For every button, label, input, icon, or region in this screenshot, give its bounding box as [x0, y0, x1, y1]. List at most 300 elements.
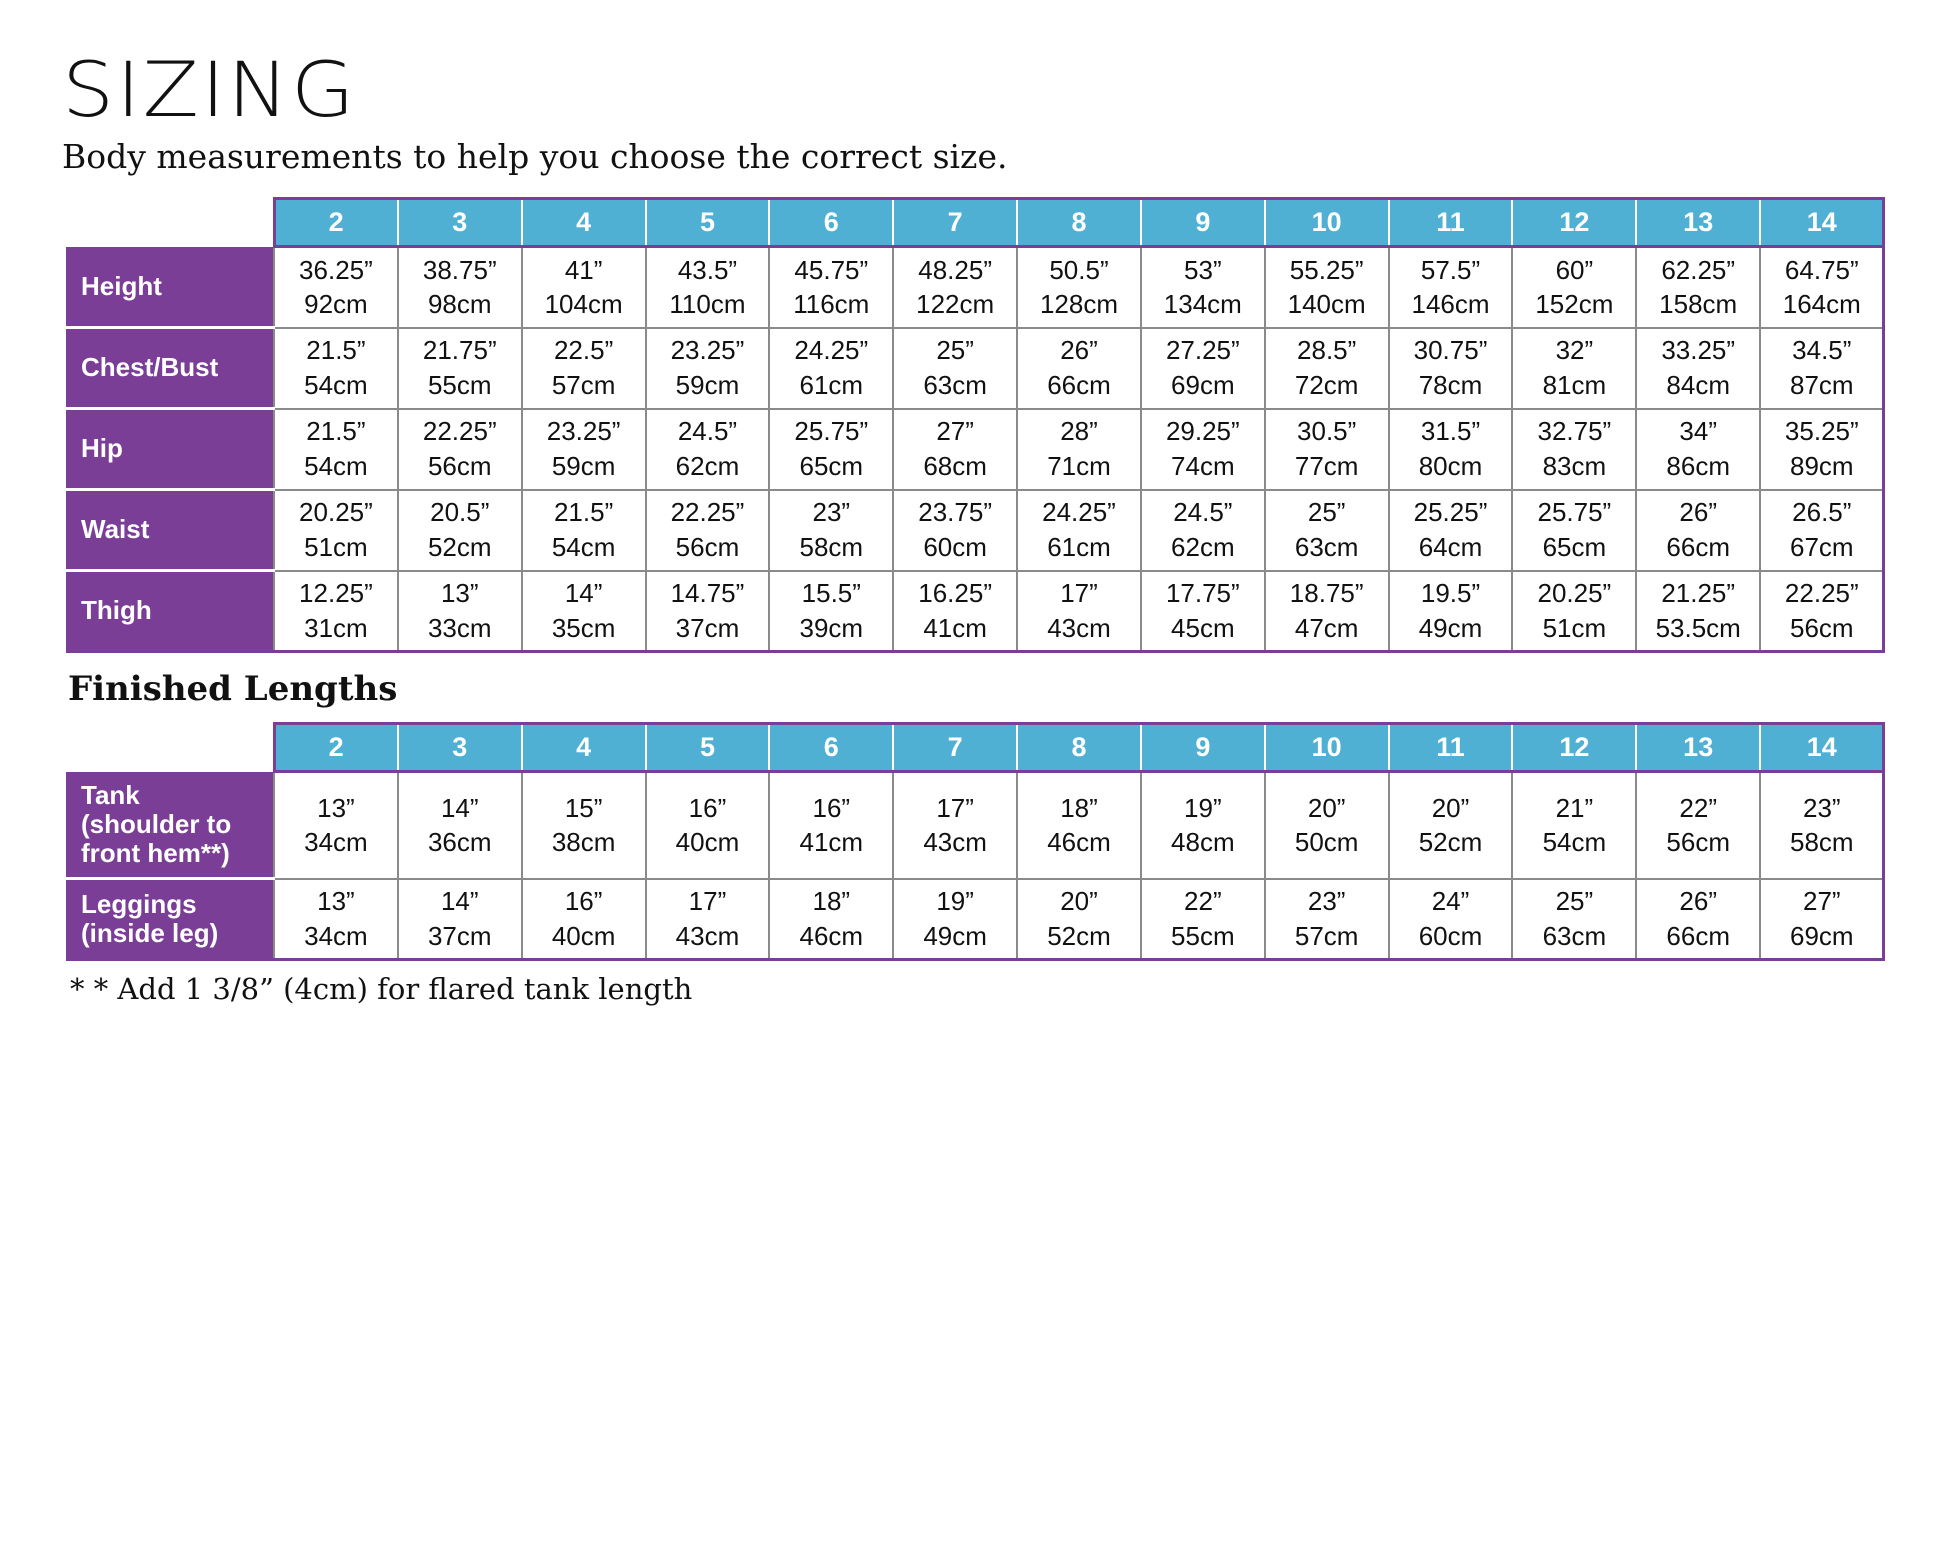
measurement-cell: [522, 571, 646, 652]
measurement-cell: [893, 879, 1017, 960]
measurement-cell: [646, 490, 770, 571]
value-inches: 24”: [1431, 886, 1470, 917]
measurement-cell: [1636, 409, 1760, 490]
size-header-cell: 14: [1760, 724, 1884, 772]
value-inches: 38.75”: [422, 254, 497, 285]
value-cm: 110cm: [669, 289, 746, 320]
value-inches: 18.75”: [1289, 578, 1364, 609]
size-header-cell: 3: [398, 199, 522, 247]
page-title: SIZING: [62, 45, 357, 134]
value-cm: 46cm: [1047, 827, 1111, 858]
size-header: [66, 199, 1884, 247]
size-header-cell: 10: [1265, 199, 1389, 247]
value-cm: 59cm: [675, 370, 740, 400]
footnote: * * Add 1 3/8” (4cm) for flared tank length: [70, 972, 693, 1006]
measurement-cell: [1017, 571, 1141, 652]
value-cm: 65cm: [1542, 532, 1607, 562]
measurement-cell: [646, 409, 770, 490]
value-inches: 17”: [688, 886, 727, 917]
value-cm: 58cm: [799, 532, 864, 562]
value-cm: 65cm: [799, 451, 864, 481]
measurement-cell: [1512, 409, 1636, 490]
size-header-cell: 4: [522, 724, 646, 772]
measurement-cell: [1389, 571, 1513, 652]
value-inches: 20.5”: [430, 497, 490, 528]
measurement-cell: [893, 772, 1017, 879]
finished-lengths-table: [66, 722, 1885, 961]
value-inches: 22”: [1679, 792, 1717, 823]
value-cm: 54cm: [304, 451, 368, 481]
value-inches: 13”: [440, 578, 479, 609]
value-inches: 23”: [812, 497, 851, 528]
value-cm: 80cm: [1418, 451, 1483, 481]
value-cm: 78cm: [1418, 370, 1483, 400]
measurement-cell: [274, 879, 398, 960]
value-cm: 69cm: [1790, 920, 1854, 951]
value-inches: 17”: [936, 792, 974, 823]
size-header-cell: 13: [1636, 199, 1760, 247]
measurement-cell: [646, 247, 770, 328]
measurement-cell: [769, 247, 893, 328]
size-header-cell: 5: [646, 199, 770, 247]
measurement-cell: [1512, 490, 1636, 571]
value-cm: 57cm: [551, 370, 616, 400]
measurement-cell: [398, 328, 522, 409]
value-cm: 158cm: [1659, 289, 1738, 320]
value-cm: 37cm: [427, 920, 492, 951]
value-inches: 32”: [1555, 335, 1594, 366]
value-cm: 152cm: [1535, 289, 1614, 320]
value-inches: 13”: [317, 792, 355, 823]
value-cm: 51cm: [1542, 612, 1607, 643]
value-cm: 46cm: [799, 920, 864, 951]
value-inches: 23.75”: [918, 497, 992, 528]
value-cm: 83cm: [1542, 451, 1607, 481]
table-row: [66, 571, 1884, 652]
value-inches: 22.25”: [422, 416, 497, 447]
value-inches: 23”: [1803, 792, 1841, 823]
size-header-cell: 13: [1636, 724, 1760, 772]
measurement-cell: [274, 772, 398, 879]
measurement-cell: [1017, 879, 1141, 960]
measurement-cell: [522, 490, 646, 571]
value-cm: 36cm: [427, 827, 492, 858]
value-inches: 19”: [1184, 792, 1222, 823]
value-cm: 89cm: [1790, 451, 1854, 481]
value-cm: 58cm: [1790, 827, 1854, 858]
measurement-cell: [274, 247, 398, 328]
measurement-cell: [646, 879, 770, 960]
value-inches: 62.25”: [1661, 254, 1736, 285]
measurement-cell: [1389, 879, 1513, 960]
value-inches: 22”: [1184, 886, 1222, 917]
size-header-cell: 14: [1760, 199, 1884, 247]
value-inches: 28”: [1060, 416, 1098, 447]
value-inches: 18”: [812, 886, 851, 917]
size-header-cell: 7: [893, 199, 1017, 247]
value-inches: 23.25”: [670, 335, 745, 366]
value-cm: 57cm: [1294, 920, 1359, 951]
row-label: Waist: [66, 490, 274, 571]
value-cm: 122cm: [916, 289, 995, 320]
value-inches: 21.5”: [306, 416, 366, 447]
measurement-cell: [893, 490, 1017, 571]
value-inches: 24.25”: [794, 335, 869, 366]
value-inches: 19.5”: [1420, 578, 1481, 609]
size-header-row: [66, 724, 1884, 772]
value-inches: 15.5”: [801, 578, 861, 609]
value-cm: 116cm: [793, 289, 870, 320]
value-inches: 53”: [1184, 254, 1222, 285]
value-inches: 20.25”: [299, 497, 373, 528]
value-inches: 25”: [1555, 886, 1594, 917]
value-inches: 55.25”: [1289, 254, 1364, 285]
value-inches: 60”: [1555, 254, 1594, 285]
value-cm: 37cm: [675, 612, 740, 643]
measurement-cell: [1512, 772, 1636, 879]
size-header-cell: 9: [1141, 199, 1265, 247]
measurement-cell: [522, 409, 646, 490]
measurement-cell: [769, 409, 893, 490]
measurement-cell: [1389, 328, 1513, 409]
value-inches: 19”: [936, 886, 974, 917]
measurement-cell: [893, 328, 1017, 409]
value-inches: 48.25”: [918, 254, 992, 285]
measurement-cell: [1265, 409, 1389, 490]
value-cm: 33cm: [427, 612, 492, 643]
measurement-cell: [1760, 490, 1884, 571]
value-inches: 23.25”: [546, 416, 621, 447]
value-cm: 52cm: [427, 532, 492, 562]
finished-lengths-body: [66, 772, 1884, 960]
finished-lengths-title: Finished Lengths: [68, 669, 398, 709]
value-cm: 56cm: [1790, 612, 1854, 643]
value-inches: 14”: [564, 578, 603, 609]
measurement-cell: [1389, 409, 1513, 490]
measurement-cell: [1265, 328, 1389, 409]
value-inches: 22.25”: [670, 497, 745, 528]
value-cm: 81cm: [1542, 370, 1607, 400]
measurement-cell: [1760, 772, 1884, 879]
value-inches: 24.25”: [1042, 497, 1116, 528]
value-inches: 25”: [936, 335, 974, 366]
size-header-cell: 4: [522, 199, 646, 247]
measurement-cell: [1760, 571, 1884, 652]
measurement-cell: [1636, 247, 1760, 328]
value-inches: 29.25”: [1165, 416, 1240, 447]
measurement-cell: [1141, 247, 1265, 328]
value-inches: 31.5”: [1420, 416, 1481, 447]
value-cm: 55cm: [1171, 920, 1235, 951]
value-inches: 12.25”: [299, 578, 373, 609]
size-header-cell: 12: [1512, 724, 1636, 772]
value-inches: 17”: [1060, 578, 1098, 609]
size-header-cell: 3: [398, 724, 522, 772]
size-header-cell: 11: [1389, 724, 1513, 772]
table-row: [66, 879, 1884, 960]
size-header-cell: 7: [893, 724, 1017, 772]
measurement-cell: [1636, 772, 1760, 879]
row-label: [66, 879, 274, 960]
value-cm: 54cm: [551, 532, 616, 562]
table-row: [66, 490, 1884, 571]
value-inches: 28.5”: [1297, 335, 1357, 366]
value-cm: 52cm: [1047, 920, 1111, 951]
measurement-cell: [398, 247, 522, 328]
value-cm: 128cm: [1039, 289, 1118, 320]
value-cm: 86cm: [1666, 451, 1730, 481]
measurement-cell: [769, 490, 893, 571]
measurement-cell: [1141, 879, 1265, 960]
value-inches: 27”: [1803, 886, 1841, 917]
value-inches: 41”: [564, 254, 603, 285]
value-cm: 35cm: [551, 612, 616, 643]
measurement-cell: [522, 328, 646, 409]
value-inches: 22.25”: [1784, 578, 1859, 609]
value-inches: 43.5”: [677, 254, 738, 285]
value-cm: 41cm: [923, 612, 987, 643]
measurement-cell: [893, 409, 1017, 490]
value-cm: 50cm: [1294, 827, 1359, 858]
value-cm: 60cm: [1418, 920, 1483, 951]
measurement-cell: [1017, 490, 1141, 571]
value-cm: 34cm: [304, 827, 368, 858]
value-inches: 21”: [1555, 792, 1594, 823]
value-cm: 43cm: [923, 827, 987, 858]
measurement-cell: [646, 772, 770, 879]
value-inches: 24.5”: [677, 416, 738, 447]
value-inches: 34.5”: [1792, 335, 1852, 366]
measurement-cell: [1636, 879, 1760, 960]
value-inches: 30.5”: [1297, 416, 1357, 447]
size-header-cell: 2: [274, 199, 398, 247]
value-cm: 66cm: [1666, 920, 1730, 951]
size-header-cell: 8: [1017, 199, 1141, 247]
value-inches: 45.75”: [794, 254, 869, 285]
size-header-cell: 6: [769, 199, 893, 247]
measurement-cell: [1760, 328, 1884, 409]
measurement-cell: [398, 409, 522, 490]
value-cm: 49cm: [1418, 612, 1483, 643]
row-label: Height: [66, 247, 274, 328]
measurement-cell: [398, 490, 522, 571]
value-cm: 62cm: [1171, 532, 1235, 562]
value-cm: 134cm: [1163, 289, 1242, 320]
value-inches: 26”: [1060, 335, 1098, 366]
measurement-cell: [1636, 328, 1760, 409]
measurement-cell: [1265, 490, 1389, 571]
body-measurements-body: [66, 247, 1884, 652]
value-cm: 40cm: [551, 920, 616, 951]
value-inches: 36.25”: [299, 254, 373, 285]
measurement-cell: [1512, 571, 1636, 652]
size-header: [66, 724, 1884, 772]
measurement-cell: [646, 571, 770, 652]
measurement-cell: [1636, 490, 1760, 571]
measurement-cell: [1141, 571, 1265, 652]
table-row: [66, 772, 1884, 879]
value-inches: 25.25”: [1413, 497, 1488, 528]
value-cm: 77cm: [1294, 451, 1359, 481]
value-cm: 55cm: [427, 370, 492, 400]
measurement-cell: [1141, 328, 1265, 409]
value-inches: 26”: [1679, 886, 1717, 917]
value-cm: 64cm: [1418, 532, 1483, 562]
measurement-cell: [646, 328, 770, 409]
measurement-cell: [1141, 772, 1265, 879]
measurement-cell: [1389, 490, 1513, 571]
value-inches: 24.5”: [1173, 497, 1233, 528]
size-header-cell: 8: [1017, 724, 1141, 772]
value-inches: 21.25”: [1661, 578, 1736, 609]
value-inches: 26”: [1679, 497, 1717, 528]
measurement-cell: [1265, 247, 1389, 328]
row-label-line: Leggings: [81, 888, 197, 919]
size-header-cell: 9: [1141, 724, 1265, 772]
value-cm: 56cm: [427, 451, 492, 481]
value-cm: 43cm: [675, 920, 740, 951]
value-inches: 20”: [1060, 886, 1098, 917]
value-cm: 104cm: [544, 289, 623, 320]
value-cm: 98cm: [427, 289, 492, 320]
value-inches: 21.75”: [422, 335, 497, 366]
measurement-cell: [398, 772, 522, 879]
value-inches: 13”: [317, 886, 355, 917]
value-cm: 61cm: [1047, 532, 1111, 562]
value-cm: 59cm: [551, 451, 616, 481]
measurement-cell: [1017, 328, 1141, 409]
value-cm: 66cm: [1047, 370, 1111, 400]
value-inches: 14”: [440, 792, 479, 823]
value-cm: 41cm: [799, 827, 864, 858]
header-corner: [66, 724, 274, 772]
row-label: Thigh: [66, 571, 274, 652]
value-inches: 64.75”: [1784, 254, 1859, 285]
measurement-cell: [398, 571, 522, 652]
body-measurements-table: [66, 197, 1885, 653]
measurement-cell: [1017, 409, 1141, 490]
row-label: [66, 772, 274, 879]
value-inches: 21.5”: [553, 497, 614, 528]
value-inches: 16”: [564, 886, 603, 917]
value-inches: 16.25”: [918, 578, 992, 609]
value-cm: 84cm: [1666, 370, 1730, 400]
value-cm: 67cm: [1790, 532, 1854, 562]
measurement-cell: [274, 571, 398, 652]
value-inches: 26.5”: [1792, 497, 1852, 528]
row-label-line: (inside leg): [81, 918, 219, 948]
value-cm: 146cm: [1411, 289, 1490, 320]
value-inches: 32.75”: [1537, 416, 1612, 447]
table-row: [66, 247, 1884, 328]
value-inches: 20”: [1307, 792, 1346, 823]
value-inches: 30.75”: [1413, 335, 1488, 366]
measurement-cell: [769, 328, 893, 409]
value-inches: 34”: [1679, 416, 1717, 447]
measurement-cell: [1265, 571, 1389, 652]
measurement-cell: [769, 879, 893, 960]
value-cm: 56cm: [1666, 827, 1730, 858]
header-corner: [66, 199, 274, 247]
value-cm: 47cm: [1294, 612, 1359, 643]
value-inches: 20”: [1431, 792, 1470, 823]
measurement-cell: [1389, 772, 1513, 879]
value-cm: 39cm: [799, 612, 864, 643]
value-inches: 27.25”: [1165, 335, 1240, 366]
value-inches: 57.5”: [1420, 254, 1481, 285]
value-cm: 140cm: [1287, 289, 1366, 320]
value-cm: 60cm: [923, 532, 987, 562]
size-header-cell: 12: [1512, 199, 1636, 247]
measurement-cell: [1636, 571, 1760, 652]
value-inches: 14.75”: [670, 578, 745, 609]
measurement-cell: [1760, 879, 1884, 960]
row-label-line: front hem**): [81, 837, 230, 868]
size-header-cell: 6: [769, 724, 893, 772]
value-cm: 51cm: [304, 532, 368, 562]
measurement-cell: [1141, 409, 1265, 490]
value-inches: 15”: [564, 792, 603, 823]
value-inches: 20.25”: [1537, 578, 1612, 609]
measurement-cell: [769, 571, 893, 652]
value-cm: 38cm: [551, 827, 616, 858]
value-cm: 31cm: [304, 612, 368, 643]
measurement-cell: [274, 409, 398, 490]
value-inches: 16”: [812, 792, 851, 823]
value-cm: 49cm: [923, 920, 987, 951]
value-cm: 61cm: [799, 370, 864, 400]
measurement-cell: [1760, 409, 1884, 490]
value-cm: 54cm: [304, 370, 368, 400]
measurement-cell: [769, 772, 893, 879]
value-cm: 63cm: [1294, 532, 1359, 562]
value-inches: 25.75”: [1537, 497, 1612, 528]
value-inches: 21.5”: [306, 335, 366, 366]
measurement-cell: [274, 490, 398, 571]
measurement-cell: [1760, 247, 1884, 328]
row-label-line: (shoulder to: [81, 808, 232, 839]
value-cm: 69cm: [1171, 370, 1235, 400]
size-header-cell: 11: [1389, 199, 1513, 247]
table-row: [66, 409, 1884, 490]
value-inches: 25.75”: [794, 416, 869, 447]
row-label-line: Tank: [81, 779, 140, 810]
value-inches: 27”: [936, 416, 974, 447]
measurement-cell: [1265, 772, 1389, 879]
value-cm: 48cm: [1171, 827, 1235, 858]
value-inches: 14”: [440, 886, 479, 917]
measurement-cell: [1512, 247, 1636, 328]
measurement-cell: [1512, 328, 1636, 409]
value-cm: 87cm: [1790, 370, 1854, 400]
value-cm: 34cm: [304, 920, 368, 951]
value-inches: 17.75”: [1165, 578, 1240, 609]
value-cm: 53.5cm: [1655, 612, 1741, 643]
page-subtitle: Body measurements to help you choose the correct size.: [62, 137, 1008, 176]
value-cm: 52cm: [1418, 827, 1483, 858]
value-cm: 68cm: [923, 451, 987, 481]
value-inches: 35.25”: [1784, 416, 1859, 447]
value-inches: 16”: [688, 792, 727, 823]
value-cm: 72cm: [1294, 370, 1359, 400]
value-cm: 45cm: [1171, 612, 1235, 643]
value-cm: 71cm: [1047, 451, 1111, 481]
value-cm: 63cm: [923, 370, 987, 400]
measurement-cell: [1512, 879, 1636, 960]
value-cm: 66cm: [1666, 532, 1730, 562]
value-cm: 40cm: [675, 827, 740, 858]
measurement-cell: [1017, 247, 1141, 328]
